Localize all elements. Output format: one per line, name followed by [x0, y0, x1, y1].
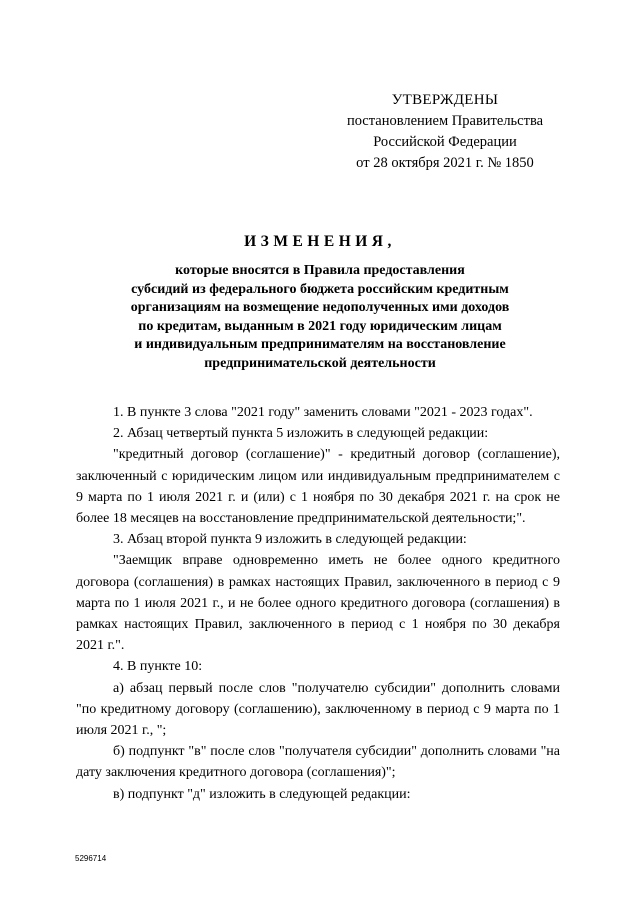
paragraph-quote-borrower: "Заемщик вправе одновременно иметь не более одного кредитного договора (соглашения) в рамках настоящих Правил, заключенного в период с 9 марта по 1 июля 2021 г., и не более одного кредитного договора (соглашения) в рамках настоящих Правил, заключенного в период с 1 ноября по 30 декабря 2021 г.". [76, 553, 560, 654]
document-body [76, 402, 560, 805]
document-code: 5296714 [75, 854, 107, 863]
subtitle-line: организациям на возмещение недополученных ими доходов [130, 300, 510, 316]
subtitle-line: по кредитам, выданным в 2021 году юридическим лицам [138, 318, 502, 334]
document-title: ИЗМЕНЕНИЯ, [244, 233, 396, 250]
paragraph-subitem-v: в) подпункт "д" изложить в следующей редакции: [113, 786, 411, 802]
subtitle-line: предпринимательской деятельности [204, 355, 436, 371]
approval-heading: УТВЕРЖДЕНЫ [391, 92, 499, 108]
paragraph-item-4: 4. В пункте 10: [113, 659, 203, 675]
approval-line: постановлением Правительства [346, 113, 544, 129]
paragraph-item-1: 1. В пункте 3 слова "2021 году" заменить словами "2021 - 2023 годах". [113, 405, 533, 420]
paragraph-quote-definition: "кредитный договор (соглашение)" - кредитный договор (соглашение), заключенный с юридическим лицом или индивидуальным предпринимателем с 9 марта по 1 июля 2021 г. и (или) с 1 ноября по 30 декабря 2021 г. на срок не более 18 месяцев на восстановление предпринимательской деятельности;". [76, 447, 560, 527]
approval-stamp [330, 90, 560, 174]
subtitle-line: и индивидуальным предпринимателям на восстановление [134, 337, 506, 353]
paragraph-item-2: 2. Абзац четвертый пункта 5 изложить в следующей редакции: [113, 426, 489, 442]
subtitle-line: которые вносятся в Правила предоставления [175, 263, 465, 278]
approval-line: Российской Федерации [373, 134, 517, 150]
document-subtitle [40, 262, 600, 374]
paragraph-subitem-a: а) абзац первый после слов "получателю субсидии" дополнить словами "по кредитному договору (соглашению), заключенному в период с 9 марта по 1 июля 2021 г., "; [76, 680, 560, 739]
paragraph-subitem-b: б) подпункт "в" после слов "получателя субсидии" дополнить словами "на дату заключения кредитного договора (соглашения)"; [76, 744, 560, 781]
subtitle-line: субсидий из федерального бюджета российским кредитным [131, 281, 509, 297]
approval-line: от 28 октября 2021 г. № 1850 [356, 155, 534, 171]
paragraph-item-3: 3. Абзац второй пункта 9 изложить в следующей редакции: [113, 532, 467, 548]
